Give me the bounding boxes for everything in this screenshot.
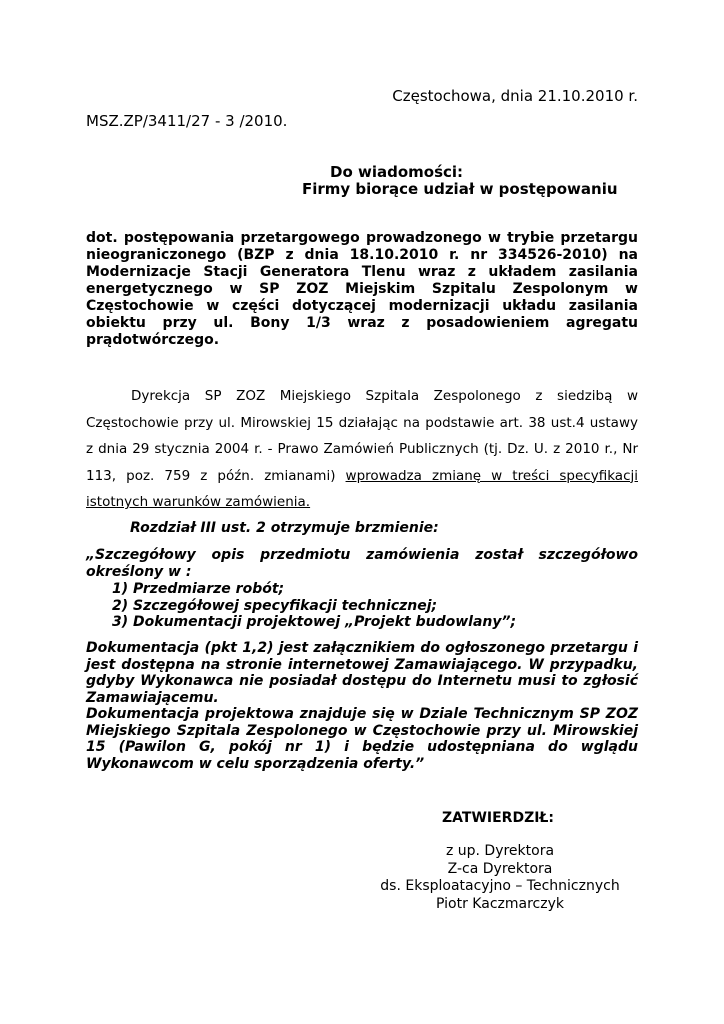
signature-line: ds. Eksploatacyjno – Technicznych (380, 878, 620, 894)
subject-paragraph: dot. postępowania przetargowego prowadzonego w trybie przetargu nieograniczonego (BZP z dnia 18.10.2010 r. nr 334526-2010) na Modernizacje Stacji Generatora Tlenu wraz z układem zasilania energetycznego w SP ZOZ Miejskim Szpitalu Zespolonym w Częstochowie w części dotyczącej modernizacji układu zasilania obiektu przy ul. Bony 1/3 wraz z posadowieniem agregatu prądotwórczego. (86, 230, 638, 348)
body-text: Dyrekcja SP ZOZ Miejskiego Szpitala Zespolonego z siedzibą w Częstochowie przy ul. Mirowskiej 15 działając na podstawie art. 38 ust.4 ustawy z dnia 29 stycznia 2004 r. - Prawo Zamówień Publicznych (tj. Dz. U. z 2010 r., Nr 113, poz. 759 z późn. zmianami) (86, 388, 638, 484)
documents-list (112, 581, 516, 631)
chapter-heading: Rozdział III ust. 2 otrzymuje brzmienie: (130, 520, 439, 536)
signature-line: Z-ca Dyrektora (447, 860, 553, 877)
approval-label: ZATWIERDZIŁ: (442, 810, 555, 826)
documentation-paragraph-1: Dokumentacja (pkt 1,2) jest załącznikiem do ogłoszonego przetargu i jest dostępna na stronie internetowej Zamawiającego. W przypadku, gdyby Wykonawca nie posiadał dostępu do Internetu musi to zgłosić Zamawiającemu. (86, 640, 638, 706)
body-underlined-text: wprowadza zmianę w treści specyfikacji istotnych warunków zamówienia. (86, 467, 638, 510)
notice-recipients: Firmy biorące udział w postępowaniu (302, 180, 618, 198)
list-item: 1) Przedmiarze robót; (112, 581, 285, 597)
reference-number: MSZ.ZP/3411/27 - 3 /2010. (86, 112, 288, 130)
quote-intro: „Szczegółowy opis przedmiotu zamówienia został szczegółowo określony w : (86, 547, 638, 580)
body-paragraph (86, 383, 638, 516)
signature-line: Piotr Kaczmarczyk (436, 895, 564, 912)
signature-block (370, 843, 630, 913)
list-item: 2) Szczegółowej specyfikacji technicznej; (112, 597, 438, 614)
signature-line: z up. Dyrektora (445, 843, 555, 859)
place-date: Częstochowa, dnia 21.10.2010 r. (392, 87, 638, 105)
list-item: 3) Dokumentacji projektowej „Projekt budowlany”; (112, 614, 517, 630)
documentation-paragraph-2: Dokumentacja projektowa znajduje się w Dziale Technicznym SP ZOZ Miejskiego Szpitala Zespolonego w Częstochowie przy ul. Mirowskiej 15 (Pawilon G, pokój nr 1) i będzie udostępniana do wglądu Wykonawcom w celu sporządzenia oferty.” (86, 706, 638, 772)
notice-heading: Do wiadomości: (330, 163, 464, 181)
documentation-section (86, 640, 638, 772)
